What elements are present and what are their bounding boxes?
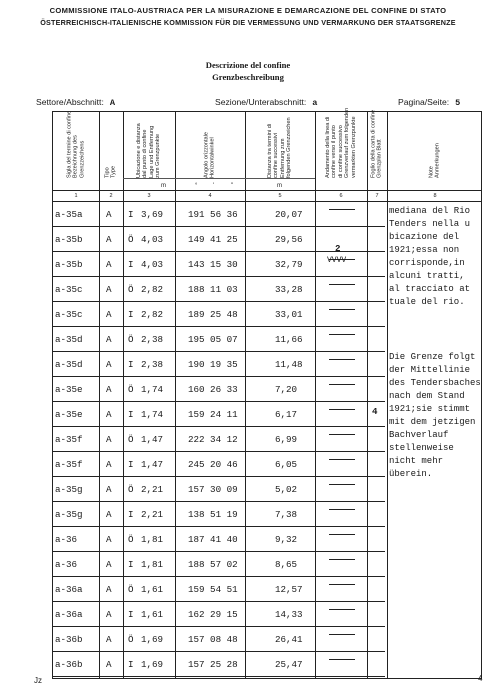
course-dash [329, 534, 355, 535]
notes-german [389, 351, 481, 481]
note-line: nicht mehr [389, 456, 444, 466]
cell-next-distance: 20,07 [275, 209, 303, 220]
column-header-line: Distanza tra termini di [267, 123, 274, 178]
cell-marker-id: a-36 [55, 534, 78, 545]
cell-next-distance: 32,79 [275, 259, 303, 270]
cell-location: Ö [128, 284, 134, 295]
column-header-line: Grenzplan Blatt [377, 139, 384, 178]
cell-type: A [106, 409, 112, 420]
footer-mark: 4 [478, 674, 483, 683]
cell-location: I [128, 459, 134, 470]
row-divider [53, 501, 385, 502]
cell-offset-distance: 3,69 [141, 209, 164, 220]
unit-meters-location: m [161, 183, 166, 189]
cell-location: I [128, 359, 134, 370]
column-header-line: Horizontalwinkel [210, 137, 217, 178]
course-dash [329, 359, 355, 360]
sector-value: A [109, 98, 116, 108]
column-header-line: folgenden Grenzzeichen [286, 117, 293, 178]
column-header-location [136, 123, 162, 178]
note-line: tuale del rio. [389, 297, 465, 307]
page-value: 5 [455, 98, 461, 108]
section-value: a [312, 98, 318, 108]
note-line: alcuni tratti, [389, 271, 465, 281]
row-divider [53, 451, 385, 452]
cell-next-distance: 9,32 [275, 534, 298, 545]
cell-type: A [106, 309, 112, 320]
cell-type: A [106, 359, 112, 370]
cell-horizontal-angle: 245 20 46 [188, 459, 238, 470]
cell-type: A [106, 434, 112, 445]
column-number: 1 [74, 193, 78, 199]
cell-type: A [106, 484, 112, 495]
row-divider [53, 601, 385, 602]
column-header-line: Entfernung zum [280, 138, 287, 178]
cell-offset-distance: 2,82 [141, 284, 164, 295]
column-header-line: zum Grenzpunkte [155, 133, 162, 178]
course-dash [329, 309, 355, 310]
cell-horizontal-angle: 157 08 48 [188, 634, 238, 645]
commission-title-italian: COMMISSIONE ITALO-AUSTRIACA PER LA MISURAZIONE E DEMARCAZIONE DEL CONFINE DI STATO [49, 6, 447, 15]
course-dash [329, 559, 355, 560]
note-line: 1921;sie stimmt [389, 404, 471, 414]
cell-location: Ö [128, 584, 134, 595]
course-dash [329, 659, 355, 660]
cell-horizontal-angle: 190 19 35 [188, 359, 238, 370]
row-divider [53, 276, 385, 277]
column-header-line: confine successivi [273, 132, 280, 178]
column-header-sheet [371, 110, 384, 178]
cell-location: Ö [128, 634, 134, 645]
row-divider [53, 626, 385, 627]
column-header-line: Tipo [104, 167, 111, 178]
cell-next-distance: 7,20 [275, 384, 298, 395]
footer-initials: Jz [34, 676, 42, 685]
note-line: der Mittellinie [389, 365, 471, 375]
document-title-italian: Descrizione del confine [205, 60, 291, 70]
cell-offset-distance: 2,38 [141, 334, 164, 345]
cell-type: A [106, 334, 112, 345]
row-divider [53, 401, 385, 402]
cell-offset-distance: 2,21 [141, 509, 164, 520]
sector-label: Settore/Abschnitt: [36, 97, 104, 107]
notes-italian [389, 205, 470, 309]
page-field [398, 97, 460, 108]
note-line: des Tendersbaches [389, 378, 481, 388]
row-divider [53, 676, 385, 677]
cell-type: A [106, 459, 112, 470]
cell-marker-id: a-35d [55, 334, 83, 345]
unit-degrees: ° [195, 183, 198, 189]
cell-type: A [106, 584, 112, 595]
cell-next-distance: 12,57 [275, 584, 303, 595]
cell-location: I [128, 609, 134, 620]
note-line: bicazione del [389, 232, 460, 242]
cell-type: A [106, 234, 112, 245]
unit-minutes: ' [213, 183, 215, 189]
cell-next-distance: 8,65 [275, 559, 298, 570]
cell-type: A [106, 559, 112, 570]
cell-marker-id: a-35b [55, 259, 83, 270]
column-header-line: Note [428, 166, 435, 178]
boundary-table [52, 107, 482, 679]
course-dash [329, 459, 355, 460]
unit-seconds: " [231, 183, 234, 189]
course-dash [329, 634, 355, 635]
sector-field [36, 97, 115, 108]
note-line: mit dem jetzigen [389, 417, 476, 427]
cell-next-distance: 7,38 [275, 509, 298, 520]
note-line: überein. [389, 469, 433, 479]
cell-offset-distance: 1,81 [141, 559, 164, 570]
course-dash [329, 609, 355, 610]
note-line: Bachverlauf [389, 430, 449, 440]
column-header-marker-id [66, 111, 85, 178]
course-dash [329, 409, 355, 410]
cell-type: A [106, 384, 112, 395]
row-divider [53, 551, 385, 552]
row-divider [53, 576, 385, 577]
cell-next-distance: 29,56 [275, 234, 303, 245]
cell-next-distance: 6,99 [275, 434, 298, 445]
cell-location: I [128, 509, 134, 520]
row-divider [53, 226, 385, 227]
cell-horizontal-angle: 222 34 12 [188, 434, 238, 445]
column-number: 3 [147, 193, 151, 199]
cell-marker-id: a-35e [55, 384, 83, 395]
column-number: 2 [109, 193, 113, 199]
column-header-angle [204, 132, 217, 178]
cell-marker-id: a-36a [55, 609, 83, 620]
column-header-line: Anmerkungen [435, 143, 442, 178]
note-line: mediana del Rio [389, 206, 471, 216]
cell-horizontal-angle: 188 57 02 [188, 559, 238, 570]
course-dash [329, 334, 355, 335]
column-header-line: vermarkten Grenzpunkte [350, 116, 357, 178]
cell-horizontal-angle: 157 25 28 [188, 659, 238, 670]
cell-offset-distance: 1,47 [141, 434, 164, 445]
course-dash [329, 284, 355, 285]
column-header-line: confine verso il punto [331, 125, 338, 178]
course-dash [329, 484, 355, 485]
column-header-distance [267, 117, 293, 178]
column-header-line: Lage und Entfernung [149, 125, 156, 178]
cell-offset-distance: 1,69 [141, 634, 164, 645]
section-field [215, 97, 317, 108]
cell-offset-distance: 2,82 [141, 309, 164, 320]
column-header-line: Type [111, 165, 118, 178]
course-dash [329, 384, 355, 385]
row-divider [53, 301, 385, 302]
cell-horizontal-angle: 195 05 07 [188, 334, 238, 345]
column-header-line: Angolo orizzontale [203, 131, 210, 178]
cell-location: Ö [128, 234, 134, 245]
cell-offset-distance: 1,74 [141, 384, 164, 395]
cell-next-distance: 6,17 [275, 409, 298, 420]
course-dash [329, 509, 355, 510]
cell-offset-distance: 4,03 [141, 259, 164, 270]
document-title-german: Grenzbeschreibung [212, 72, 284, 82]
cell-location: Ö [128, 484, 134, 495]
column-header-line: Foglio della carta di confine [370, 109, 377, 178]
cell-marker-id: a-35f [55, 459, 83, 470]
cell-marker-id: a-35e [55, 409, 83, 420]
note-line: stellenweise [389, 443, 454, 453]
cell-marker-id: a-35c [55, 284, 83, 295]
column-number: 4 [208, 193, 212, 199]
cell-location: I [128, 409, 134, 420]
cell-location: I [128, 559, 134, 570]
cell-offset-distance: 1,74 [141, 409, 164, 420]
note-line: corrisponde,in [389, 258, 465, 268]
column-header-line: Sigla del termine di confine [66, 110, 73, 178]
cell-marker-id: a-35f [55, 434, 83, 445]
cell-type: A [106, 284, 112, 295]
unit-meters-distance: m [277, 183, 282, 189]
column-header-line: Grenzverlauf zum folgenden [344, 107, 351, 178]
cell-marker-id: a-35c [55, 309, 83, 320]
cell-type: A [106, 509, 112, 520]
note-line: nach dem Stand [389, 391, 465, 401]
cell-horizontal-angle: 138 51 19 [188, 509, 238, 520]
cell-location: Ö [128, 534, 134, 545]
cell-marker-id: a-36a [55, 584, 83, 595]
cell-type: A [106, 534, 112, 545]
cell-horizontal-angle: 157 30 09 [188, 484, 238, 495]
cell-next-distance: 25,47 [275, 659, 303, 670]
cell-offset-distance: 1,47 [141, 459, 164, 470]
cell-location: I [128, 259, 134, 270]
cell-marker-id: a-35g [55, 484, 83, 495]
row-divider [53, 351, 385, 352]
cell-horizontal-angle: 187 41 40 [188, 534, 238, 545]
cell-offset-distance: 2,21 [141, 484, 164, 495]
row-divider [53, 376, 385, 377]
cell-offset-distance: 1,69 [141, 659, 164, 670]
course-value: 2 [335, 243, 341, 254]
cell-marker-id: a-35d [55, 359, 83, 370]
cell-marker-id: a-36b [55, 659, 83, 670]
column-header-course [325, 108, 357, 178]
column-header-line: Bezeichnung des [72, 135, 79, 178]
commission-title-german: ÖSTERREICHISCH-ITALIENISCHE KOMMISSION FÜR DIE VERMESSUNG UND VERMARKUNG DER STAATSGRENZE [40, 18, 456, 27]
cell-location: I [128, 309, 134, 320]
row-divider [53, 651, 385, 652]
course-dash [329, 434, 355, 435]
cell-horizontal-angle: 189 25 48 [188, 309, 238, 320]
cell-horizontal-angle: 160 26 33 [188, 384, 238, 395]
cell-horizontal-angle: 143 15 30 [188, 259, 238, 270]
row-divider [53, 426, 385, 427]
column-header-line: Ubicazione e distanza [136, 123, 143, 178]
row-divider [53, 326, 385, 327]
cell-location: I [128, 659, 134, 670]
page-label: Pagina/Seite: [398, 97, 450, 107]
cell-offset-distance: 1,81 [141, 534, 164, 545]
section-label: Sezione/Unterabschnitt: [215, 97, 307, 107]
cell-location: I [128, 209, 134, 220]
sheet-number: 4 [372, 406, 378, 417]
cell-marker-id: a-36b [55, 634, 83, 645]
course-symbol: VVVV [327, 256, 347, 265]
cell-location: Ö [128, 434, 134, 445]
cell-marker-id: a-36 [55, 559, 78, 570]
cell-marker-id: a-35g [55, 509, 83, 520]
cell-next-distance: 6,05 [275, 459, 298, 470]
cell-type: A [106, 609, 112, 620]
note-line: al tracciato at [389, 284, 471, 294]
note-line: Tenders nella u [389, 219, 471, 229]
cell-next-distance: 33,28 [275, 284, 303, 295]
cell-next-distance: 11,66 [275, 334, 303, 345]
cell-marker-id: a-35b [55, 234, 83, 245]
course-dash [329, 209, 355, 210]
cell-horizontal-angle: 159 24 11 [188, 409, 238, 420]
cell-offset-distance: 1,61 [141, 584, 164, 595]
cell-type: A [106, 259, 112, 270]
column-number: 6 [339, 193, 343, 199]
note-line: Die Grenze folgt [389, 352, 476, 362]
cell-type: A [106, 209, 112, 220]
cell-horizontal-angle: 188 11 03 [188, 284, 238, 295]
column-number: 7 [375, 193, 379, 199]
cell-type: A [106, 634, 112, 645]
column-number: 5 [278, 193, 282, 199]
cell-next-distance: 26,41 [275, 634, 303, 645]
cell-next-distance: 5,02 [275, 484, 298, 495]
course-dash [329, 584, 355, 585]
column-header-line: di confine successivo [337, 125, 344, 178]
column-header-line: Andamento della linea di [325, 116, 331, 178]
cell-horizontal-angle: 149 41 25 [188, 234, 238, 245]
column-header-line: dal punto di confine [142, 129, 149, 178]
row-divider [53, 526, 385, 527]
cell-offset-distance: 1,61 [141, 609, 164, 620]
cell-location: Ö [128, 384, 134, 395]
row-divider [53, 476, 385, 477]
column-header-notes [429, 143, 442, 178]
cell-horizontal-angle: 159 54 51 [188, 584, 238, 595]
cell-horizontal-angle: 162 29 15 [188, 609, 238, 620]
column-header-line: Grenzzeichens [79, 140, 86, 178]
cell-next-distance: 11,48 [275, 359, 303, 370]
note-line: 1921;essa non [389, 245, 460, 255]
cell-next-distance: 33,01 [275, 309, 303, 320]
cell-type: A [106, 659, 112, 670]
cell-horizontal-angle: 191 56 36 [188, 209, 238, 220]
cell-location: Ö [128, 334, 134, 345]
cell-offset-distance: 4,03 [141, 234, 164, 245]
cell-marker-id: a-35a [55, 209, 83, 220]
column-header-type [105, 166, 118, 178]
cell-offset-distance: 2,38 [141, 359, 164, 370]
cell-next-distance: 14,33 [275, 609, 303, 620]
column-number: 8 [433, 193, 437, 199]
